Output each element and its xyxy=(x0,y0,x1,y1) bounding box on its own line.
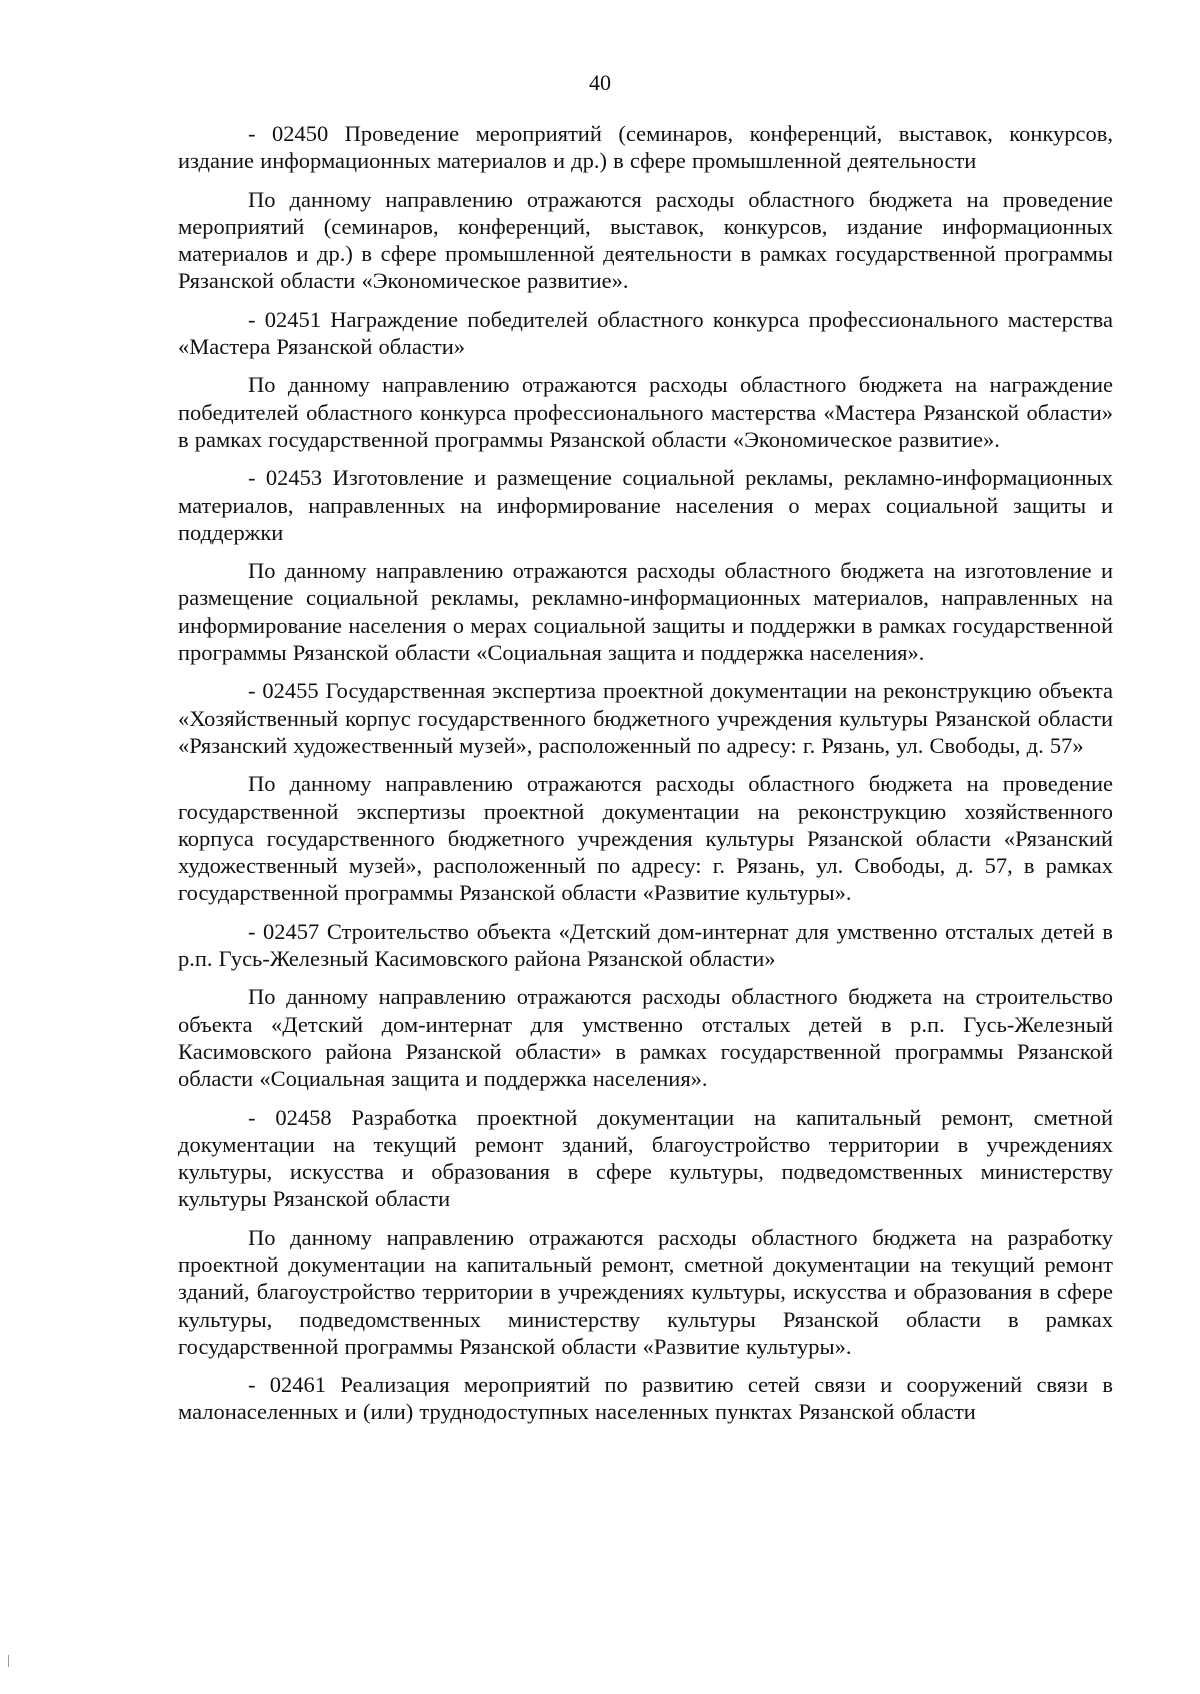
item-heading-02458: - 02458 Разработка проектной документации на капитальный ремонт, сметной документации на текущий ремонт зданий, благоустройство территории в учреждениях культуры, искусства и образования в сфере культуры, подведомственных министерству культуры Рязанской области xyxy=(178,1104,1113,1212)
scan-artifact-mark xyxy=(8,1655,9,1667)
page-number: 40 xyxy=(589,70,611,95)
item-description-02450: По данному направлению отражаются расходы областного бюджета на проведение мероприятий (семинаров, конференций, выставок, конкурсов, издание информационных материалов и др.) в сфере промышленной деятельности в рамках государственной программы Рязанской области «Экономическое развитие». xyxy=(178,186,1113,294)
item-heading-02455: - 02455 Государственная экспертиза проектной документации на реконструкцию объекта «Хозяйственный корпус государственного бюджетного учреждения культуры Рязанской области «Рязанский художественный музей», расположенный по адресу: г. Рязань, ул. Свободы, д. 57» xyxy=(178,678,1113,758)
item-heading-02450: - 02450 Проведение мероприятий (семинаров, конференций, выставок, конкурсов, издание информационных материалов и др.) в сфере промышленной деятельности xyxy=(178,121,1113,174)
item-heading-02457: - 02457 Строительство объекта «Детский дом-интернат для умственно отсталых детей в р.п. Гусь-Железный Касимовского района Рязанской области» xyxy=(178,918,1113,972)
document-body xyxy=(178,120,1113,1426)
item-heading-02453: - 02453 Изготовление и размещение социальной рекламы, рекламно-информационных материалов, направленных на информирование населения о мерах социальной защиты и поддержки xyxy=(178,465,1113,545)
item-heading-02461: - 02461 Реализация мероприятий по развитию сетей связи и сооружений связи в малонаселенных и (или) труднодоступных населенных пунктах Рязанской области xyxy=(178,1372,1113,1425)
item-description-02458: По данному направлению отражаются расходы областного бюджета на разработку проектной документации на капитальный ремонт, сметной документации на текущий ремонт зданий, благоустройство территории в учреждениях культуры, искусства и образования в сфере культуры, подведомственных министерству культуры Рязанской области в рамках государственной программы Рязанской области «Развитие культуры». xyxy=(178,1224,1113,1359)
item-heading-02451: - 02451 Награждение победителей областного конкурса профессионального мастерства «Мастера Рязанской области» xyxy=(178,306,1113,360)
item-description-02453: По данному направлению отражаются расходы областного бюджета на изготовление и размещение социальной рекламы, рекламно-информационных материалов, направленных на информирование населения о мерах социальной защиты и поддержки в рамках государственной программы Рязанской области «Социальная защита и поддержка населения». xyxy=(178,558,1113,666)
item-description-02451: По данному направлению отражаются расходы областного бюджета на награждение победителей областного конкурса профессионального мастерства «Мастера Рязанской области» в рамках государственной программы Рязанской области «Экономическое развитие». xyxy=(178,372,1113,452)
item-description-02457: По данному направлению отражаются расходы областного бюджета на строительство объекта «Детский дом-интернат для умственно отсталых детей в р.п. Гусь-Железный Касимовского района Рязанской области» в рамках государственной программы Рязанской области «Социальная защита и поддержка населения». xyxy=(178,984,1113,1092)
item-description-02455: По данному направлению отражаются расходы областного бюджета на проведение государственной экспертизы проектной документации на реконструкцию хозяйственного корпуса государственного бюджетного учреждения культуры Рязанской области «Рязанский художественный музей», расположенный по адресу: г. Рязань, ул. Свободы, д. 57, в рамках государственной программы Рязанской области «Развитие культуры». xyxy=(178,771,1113,906)
